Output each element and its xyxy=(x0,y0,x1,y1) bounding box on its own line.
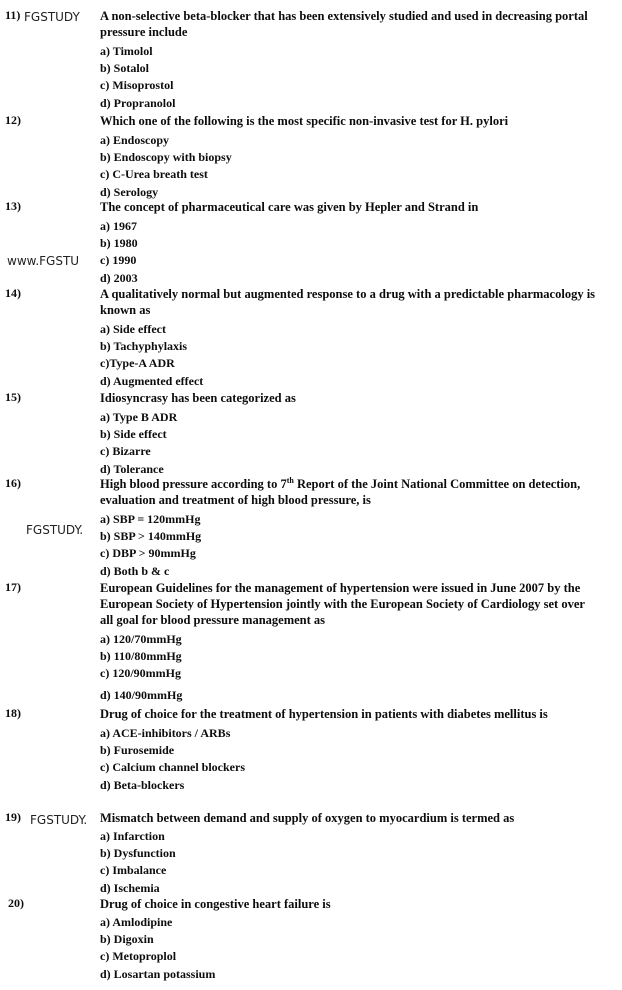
options-list xyxy=(100,914,622,983)
question-number: 11) xyxy=(5,8,21,22)
option-b: b) 110/80mmHg xyxy=(100,649,182,664)
question-18 xyxy=(0,706,622,794)
question-17 xyxy=(0,580,622,704)
question-20 xyxy=(0,896,622,983)
option-c: c) Bizarre xyxy=(100,444,151,459)
question-stem: High blood pressure according to 7th Report of the Joint National Committee on detection, evaluation and treatment of high blood pressure, is xyxy=(100,475,581,507)
option-d: d) Beta-blockers xyxy=(100,777,185,792)
options-list xyxy=(100,828,622,897)
question-number: 18) xyxy=(5,706,21,720)
question-stem: Which one of the following is the most specific non-invasive test for H. pylori xyxy=(100,114,509,128)
options-list xyxy=(100,132,622,201)
option-a: a) 120/70mmHg xyxy=(100,632,182,646)
option-a: a) Infarction xyxy=(100,829,165,843)
option-d: d) Propranolol xyxy=(100,95,176,110)
question-number: 12) xyxy=(5,113,21,127)
option-d: d) Both b & c xyxy=(100,563,170,578)
option-d: d) Serology xyxy=(100,184,159,199)
options-list xyxy=(100,409,622,478)
question-number: 17) xyxy=(5,580,21,594)
option-b: b) 1980 xyxy=(100,236,138,251)
options-list xyxy=(100,43,622,112)
option-c: c) 120/90mmHg xyxy=(100,666,181,681)
option-a: a) Timolol xyxy=(100,44,153,58)
option-d: d) Tolerance xyxy=(100,461,164,476)
options-list xyxy=(100,631,622,704)
option-c: c) DBP > 90mmHg xyxy=(100,546,196,561)
question-stem: A qualitatively normal but augmented response to a drug with a predictable pharmacology is known as xyxy=(100,287,596,317)
option-c: c) Misoprostol xyxy=(100,78,174,93)
option-a: a) Side effect xyxy=(100,322,166,336)
option-d: d) 2003 xyxy=(100,270,138,285)
option-c: c) C-Urea breath test xyxy=(100,167,208,182)
option-b: b) Digoxin xyxy=(100,932,154,947)
option-a: a) ACE-inhibitors / ARBs xyxy=(100,726,231,740)
question-number: 15) xyxy=(5,390,21,404)
question-stem: European Guidelines for the management of hypertension were issued in June 2007 by the European Society of Hypertension jointly with the European Society of Cardiology set over all goal for blood pressure management as xyxy=(100,581,585,627)
watermark: FGSTUDY. xyxy=(26,523,84,537)
question-19 xyxy=(0,810,622,897)
question-number: 19) xyxy=(5,810,21,824)
question-15 xyxy=(0,390,622,478)
option-a: a) Type B ADR xyxy=(100,410,178,424)
question-stem: Idiosyncrasy has been categorized as xyxy=(100,391,296,405)
options-list xyxy=(100,511,622,580)
watermark: FGSTUDY. xyxy=(30,813,88,827)
question-13 xyxy=(0,199,622,287)
question-number: 13) xyxy=(5,199,21,213)
option-d: d) 140/90mmHg xyxy=(100,687,183,702)
watermark: FGSTUDY xyxy=(24,10,80,24)
question-number: 20) xyxy=(8,896,24,910)
question-11 xyxy=(0,8,622,112)
option-a: a) Endoscopy xyxy=(100,133,170,147)
option-c: c) 1990 xyxy=(100,253,137,268)
option-b: b) Tachyphylaxis xyxy=(100,339,188,354)
option-a: a) 1967 xyxy=(100,219,137,233)
option-c: c)Type-A ADR xyxy=(100,356,175,371)
option-d: d) Ischemia xyxy=(100,880,160,895)
option-b: b) Dysfunction xyxy=(100,846,176,861)
question-stem: Drug of choice in congestive heart failure is xyxy=(100,897,331,911)
question-stem: Drug of choice for the treatment of hypertension in patients with diabetes mellitus is xyxy=(100,707,548,721)
question-stem: The concept of pharmaceutical care was given by Hepler and Strand in xyxy=(100,200,479,214)
option-c: c) Imbalance xyxy=(100,863,167,878)
option-b: b) Sotalol xyxy=(100,61,150,76)
question-12 xyxy=(0,113,622,201)
watermark: www.FGSTU xyxy=(7,254,80,268)
question-stem: Mismatch between demand and supply of oxygen to myocardium is termed as xyxy=(100,811,515,825)
question-16 xyxy=(0,476,622,580)
option-b: b) Endoscopy with biopsy xyxy=(100,150,232,165)
option-c: c) Metoproplol xyxy=(100,949,177,964)
question-stem: A non-selective beta-blocker that has been extensively studied and used in decreasing portal pressure include xyxy=(100,9,588,39)
option-d: d) Losartan potassium xyxy=(100,966,216,981)
question-number: 16) xyxy=(5,476,21,490)
option-b: b) Furosemide xyxy=(100,743,175,758)
option-d: d) Augmented effect xyxy=(100,373,204,388)
question-14 xyxy=(0,286,622,390)
options-list xyxy=(100,218,622,287)
option-b: b) SBP > 140mmHg xyxy=(100,529,202,544)
options-list xyxy=(100,725,622,794)
option-b: b) Side effect xyxy=(100,427,167,442)
option-a: a) SBP = 120mmHg xyxy=(100,512,201,526)
options-list xyxy=(100,321,622,390)
option-a: a) Amlodipine xyxy=(100,915,173,929)
option-c: c) Calcium channel blockers xyxy=(100,760,245,775)
question-number: 14) xyxy=(5,286,21,300)
